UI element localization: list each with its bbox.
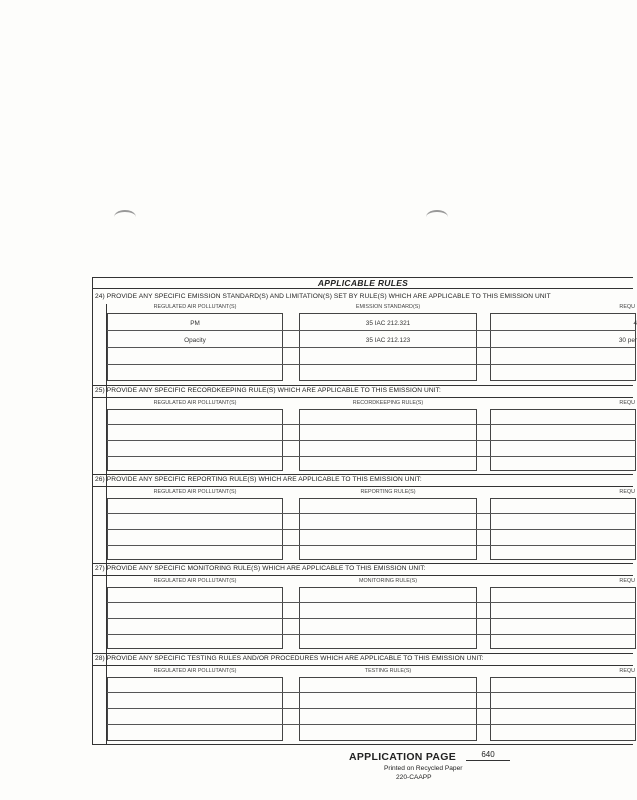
row-divider — [107, 456, 636, 457]
col-head-reporting-rule: REPORTING RULE(S) — [360, 489, 416, 495]
pollutant-cell: PM — [190, 320, 200, 327]
section-25-recordkeeping — [93, 385, 633, 474]
col-head-recordkeeping-rule: RECORDKEEPING RULE(S) — [352, 400, 424, 406]
col-head-pollutant: REGULATED AIR POLLUTANT(S) — [153, 400, 237, 406]
row-divider — [107, 424, 636, 425]
binding-margin-line — [106, 304, 107, 744]
col-head-pollutant: REGULATED AIR POLLUTANT(S) — [153, 489, 237, 495]
col-head-requirement: REQU — [619, 400, 635, 406]
requirement-cell: 4 — [633, 320, 637, 327]
row-divider — [107, 440, 636, 441]
row-divider — [107, 513, 636, 514]
col-head-pollutant: REGULATED AIR POLLUTANT(S) — [153, 668, 237, 674]
row-divider — [107, 347, 636, 348]
section-26-heading: 26) PROVIDE ANY SPECIFIC REPORTING RULE(S) WHICH ARE APPLICABLE TO THIS EMISSION UNIT: — [95, 476, 422, 483]
pollutant-cell: Opacity — [184, 337, 206, 344]
row-divider — [107, 529, 636, 530]
row-divider — [107, 364, 636, 365]
section-24-emission-standards — [93, 291, 637, 386]
section-28-testing — [93, 653, 633, 743]
applicable-rules-form — [92, 277, 637, 745]
heading-underline — [93, 486, 633, 487]
row-divider — [107, 692, 636, 693]
row-divider — [107, 708, 636, 709]
col-head-requirement: REQU — [619, 578, 635, 584]
application-page-label: APPLICATION PAGE — [349, 751, 457, 763]
row-divider — [107, 330, 636, 331]
section-27-heading: 27) PROVIDE ANY SPECIFIC MONITORING RULE(S) WHICH ARE APPLICABLE TO THIS EMISSION UNIT: — [95, 565, 426, 572]
col-head-monitoring-rule: MONITORING RULE(S) — [358, 578, 417, 584]
rule-box — [299, 677, 477, 741]
form-number: 220-CAAPP — [396, 774, 432, 781]
rule-cell: 35 IAC 212.321 — [365, 320, 411, 327]
row-divider — [107, 545, 636, 546]
col-head-pollutant: REGULATED AIR POLLUTANT(S) — [153, 578, 237, 584]
heading-underline — [93, 665, 633, 666]
col-head-requirement: REQU — [619, 304, 635, 310]
page-number: 640 — [466, 749, 510, 761]
section-28-heading: 28) PROVIDE ANY SPECIFIC TESTING RULES AND/OR PROCEDURES WHICH ARE APPLICABLE TO THIS EMISSION UNIT: — [95, 655, 484, 662]
col-head-pollutant: REGULATED AIR POLLUTANT(S) — [153, 304, 237, 310]
section-27-monitoring — [93, 563, 633, 652]
row-divider — [107, 634, 636, 635]
row-divider — [107, 724, 636, 725]
requirement-box — [490, 677, 636, 741]
rule-cell: 35 IAC 212.123 — [365, 337, 411, 344]
col-head-requirement: REQU — [619, 489, 635, 495]
section-24-heading: 24) PROVIDE ANY SPECIFIC EMISSION STANDARD(S) AND LIMITATION(S) SET BY RULE(S) WHICH ARE APPLICABLE TO THIS EMISSION UNIT — [95, 293, 551, 300]
punch-hole-left — [114, 210, 136, 224]
form-title: APPLICABLE RULES — [93, 278, 633, 289]
col-head-testing-rule: TESTING RULE(S) — [364, 668, 412, 674]
col-head-requirement: REQU — [619, 668, 635, 674]
heading-underline — [93, 397, 633, 398]
requirement-cell: 30 per — [618, 337, 637, 344]
punch-hole-right — [426, 210, 448, 224]
heading-underline — [93, 575, 633, 576]
row-divider — [107, 602, 636, 603]
recycled-paper-note: Printed on Recycled Paper — [384, 765, 463, 772]
section-26-reporting — [93, 474, 633, 563]
section-25-heading: 25) PROVIDE ANY SPECIFIC RECORDKEEPING RULE(S) WHICH ARE APPLICABLE TO THIS EMISSION UNIT: — [95, 387, 441, 394]
pollutant-box — [107, 677, 283, 741]
col-head-emission-standard: EMISSION STANDARD(S) — [355, 304, 421, 310]
row-divider — [107, 618, 636, 619]
